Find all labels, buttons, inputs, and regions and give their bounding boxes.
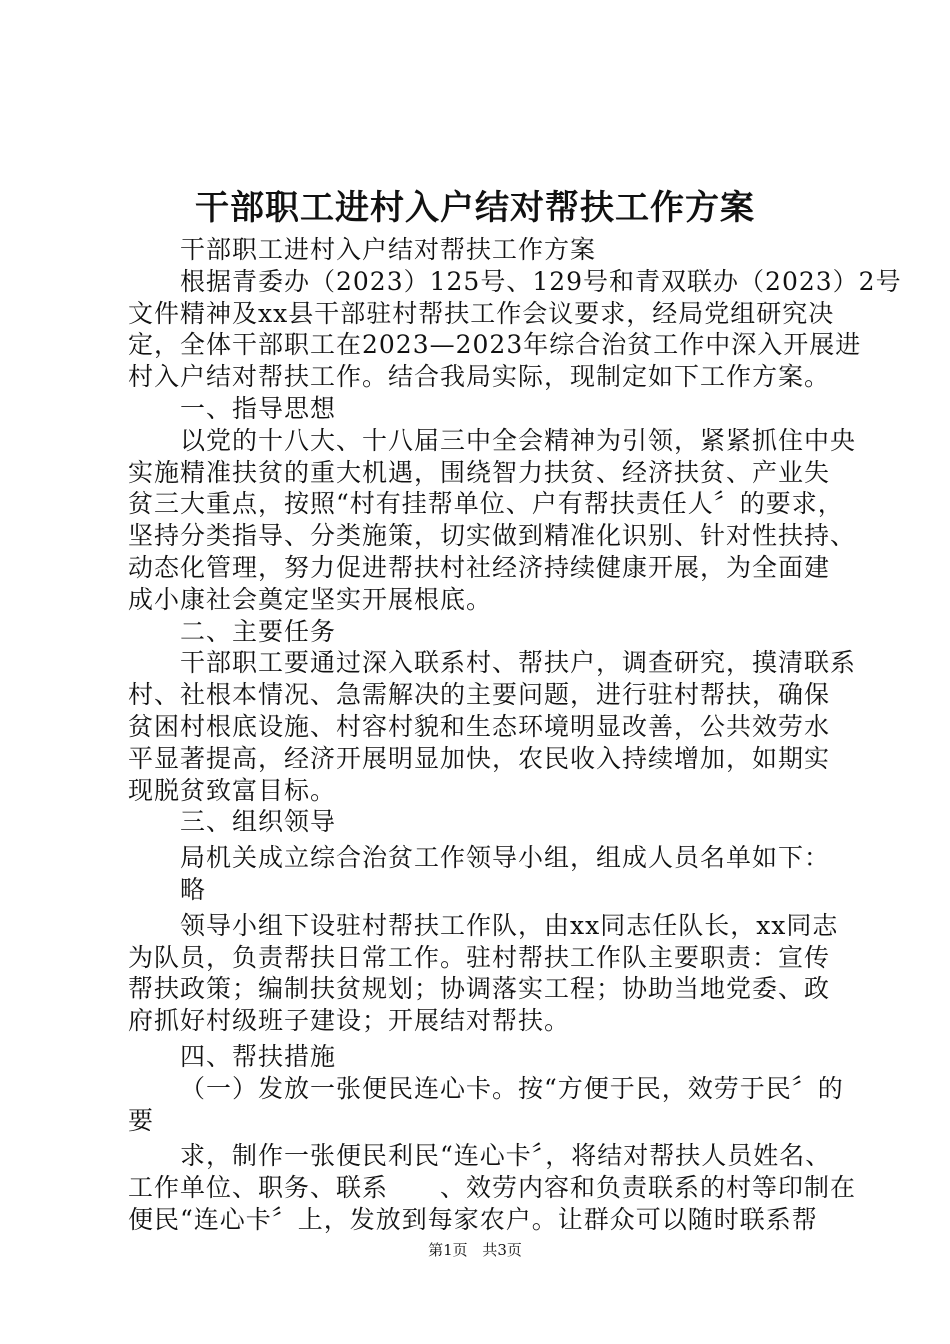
text-line: 略 — [180, 874, 207, 904]
text-line: 实施精准扶贫的重大机遇，围绕智力扶贫、经济扶贫、产业失 — [128, 457, 831, 487]
text-line: 贫三大重点，按照“村有挂帮单位、户有帮扶责任人〞的要求， — [128, 489, 844, 519]
text-line: 贫困村根底设施、村容村貌和生态环境明显改善，公共效劳水 — [128, 711, 831, 741]
text-line: 干部职工进村入户结对帮扶工作方案 — [180, 235, 597, 264]
page-footer — [0, 1240, 950, 1260]
text-line: 以党的十八大、十八届三中全会精神为引领，紧紧抓住中央 — [180, 425, 857, 455]
text-line: 村、社根本情况、急需解决的主要问题，进行驻村帮扶，确保 — [128, 680, 831, 710]
text-line: 村入户结对帮扶工作。结合我局实际，现制定如下工作方案。 — [128, 362, 831, 392]
section-heading: 三、组织领导 — [180, 807, 337, 837]
text-line: （一）发放一张便民连心卡。按“方便于民，效劳于民〞的 — [180, 1073, 844, 1103]
document-body — [128, 234, 902, 1236]
text-line: 局机关成立综合治贫工作领导小组，组成人员名单如下： — [180, 843, 831, 873]
text-line: 根据青委办（2023）125号、129号和青双联办（2023）2号 — [180, 266, 902, 296]
page-number: 第1页 — [428, 1241, 468, 1259]
text-line: 工作单位、职务、联系 、效劳内容和负责联系的村等印制在 — [128, 1173, 857, 1203]
text-line: 文件精神及xx县干部驻村帮扶工作会议要求，经局党组研究决 — [128, 298, 835, 328]
text-line: 平显著提高，经济开展明显加快，农民收入持续增加，如期实 — [128, 743, 831, 773]
text-line: 便民“连心卡〞上，发放到每家农户。让群众可以随时联系帮 — [128, 1204, 818, 1234]
text-line: 坚持分类指导、分类施策，切实做到精准化识别、针对性扶持、 — [128, 521, 857, 551]
section-heading: 二、主要任务 — [180, 616, 337, 646]
text-line: 要 — [128, 1105, 155, 1135]
text-line: 现脱贫致富目标。 — [128, 775, 337, 805]
text-line: 成小康社会奠定坚实开展根底。 — [128, 584, 493, 614]
text-line: 求，制作一张便民利民“连心卡〞，将结对帮扶人员姓名、 — [180, 1141, 832, 1171]
page-total: 共3页 — [482, 1241, 522, 1259]
document-title: 干部职工进村入户结对帮扶工作方案 — [195, 188, 755, 228]
text-line: 府抓好村级班子建设；开展结对帮扶。 — [128, 1006, 571, 1036]
text-line: 动态化管理，努力促进帮扶村社经济持续健康开展，为全面建 — [128, 552, 831, 582]
text-line: 定，全体干部职工在2023—2023年综合治贫工作中深入开展进 — [128, 330, 862, 360]
section-heading: 一、指导思想 — [180, 393, 337, 423]
text-line: 帮扶政策；编制扶贫规划；协调落实工程；协助当地党委、政 — [128, 974, 831, 1004]
text-line: 领导小组下设驻村帮扶工作队，由xx同志任队长，xx同志 — [180, 910, 839, 940]
text-line: 干部职工要通过深入联系村、帮扶户，调查研究，摸清联系 — [180, 648, 857, 678]
text-line: 为队员，负责帮扶日常工作。驻村帮扶工作队主要职责：宣传 — [128, 942, 831, 972]
section-heading: 四、帮扶措施 — [180, 1041, 337, 1071]
